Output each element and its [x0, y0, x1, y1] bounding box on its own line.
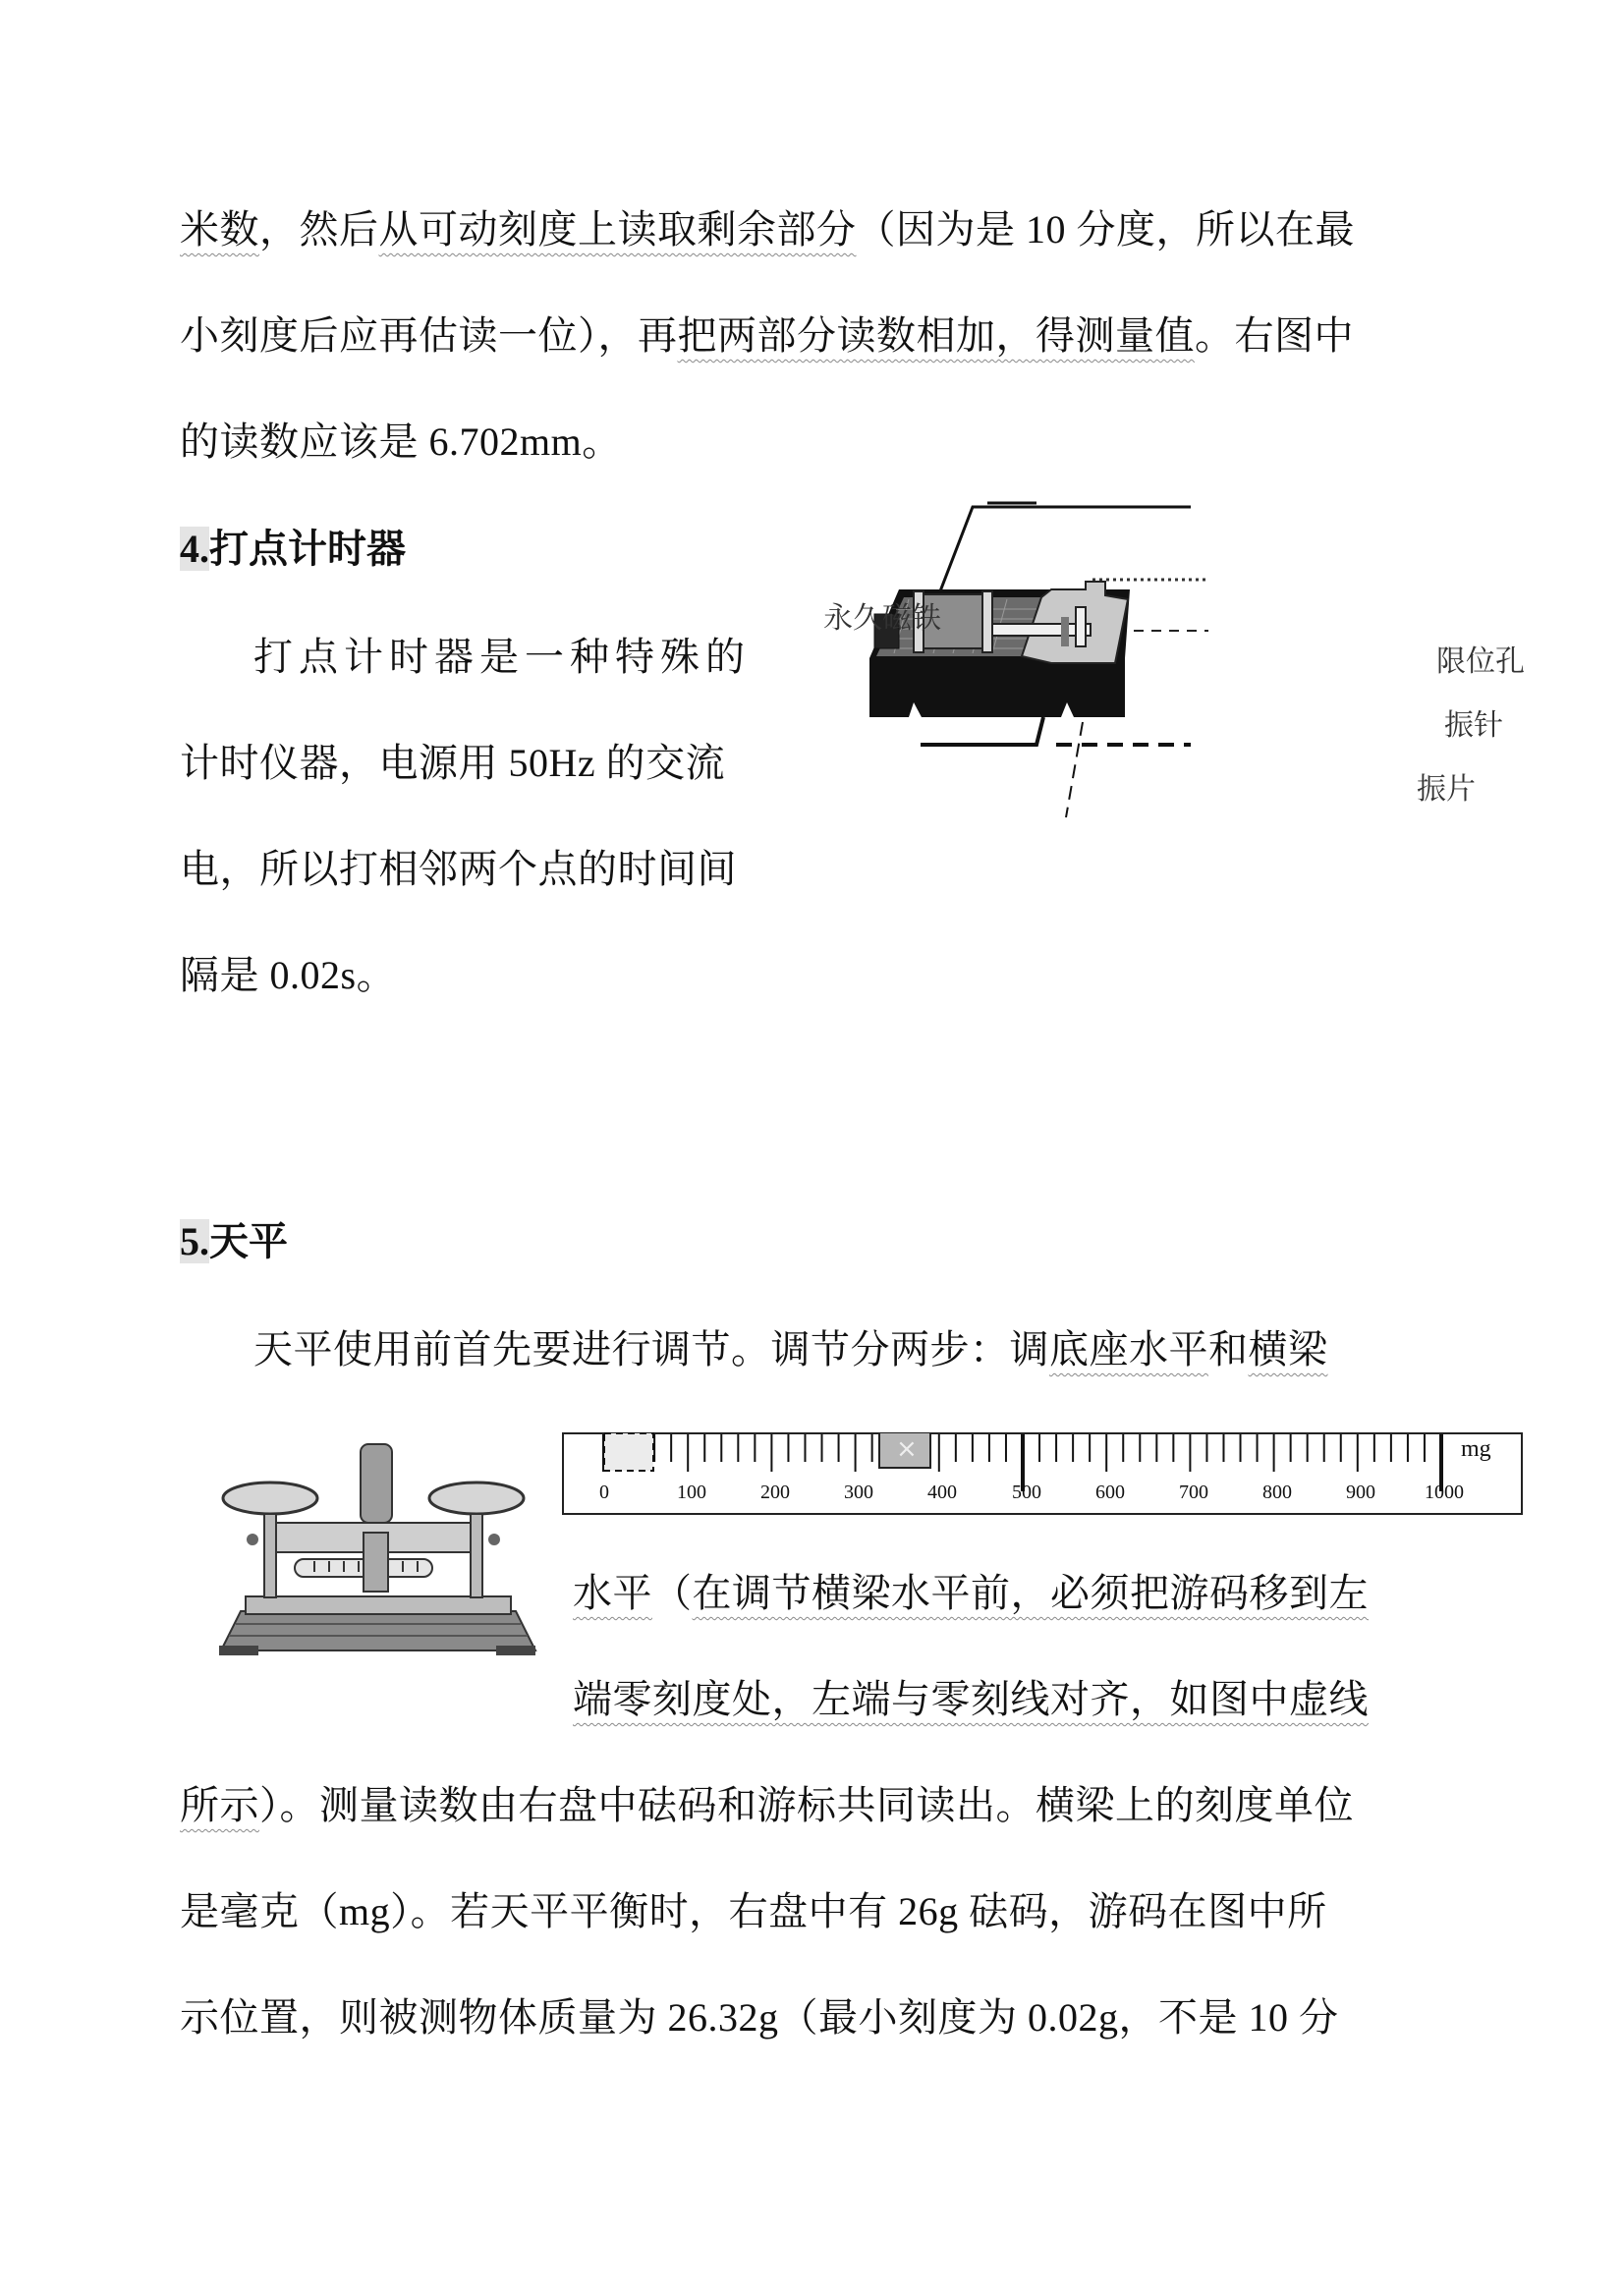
scale-unit: mg — [1461, 1436, 1491, 1462]
tick-label: 400 — [927, 1482, 957, 1503]
balance-diagram — [201, 1429, 555, 1665]
intro-line-3: 的读数应该是 6.702mm。 — [180, 419, 622, 464]
tick-label: 1000 — [1425, 1482, 1464, 1503]
body-text: ）。测量读数由右盘中砝码和游标共同读出。横梁上的刻度单位 — [259, 1783, 1354, 1827]
section-number: 4. — [180, 527, 209, 571]
balance-figure — [201, 1429, 555, 1665]
section-5-line-5: 是毫克（mg）。若天平平衡时，右盘中有 26g 砝码，游码在图中所 — [180, 1889, 1327, 1933]
section-title: 天平 — [209, 1219, 288, 1263]
section-number: 5. — [180, 1219, 209, 1263]
body-text: 底座水平 — [1049, 1327, 1208, 1371]
intro-text: 米数 — [180, 207, 259, 252]
section-4-line-4: 隔是 0.02s。 — [180, 953, 397, 997]
tick-label: 500 — [1012, 1482, 1041, 1503]
intro-line-2 — [180, 312, 1354, 360]
intro-text: 从可动刻度上读取剩余部分 — [378, 207, 857, 252]
body-text: 横梁 — [1248, 1327, 1328, 1371]
body-text: 端零刻度处，左端与零刻线对齐，如图中虚线 — [573, 1677, 1369, 1721]
label-limit-hole: 限位孔 — [1436, 644, 1525, 679]
rider-scale — [562, 1432, 1523, 1516]
section-5-line-1 — [253, 1326, 1328, 1373]
section-5-line-2 — [573, 1570, 1369, 1617]
tick-label: 200 — [760, 1482, 790, 1503]
body-text: （ — [652, 1571, 693, 1615]
label-vibrating-needle: 振针 — [1444, 708, 1503, 743]
label-permanent-magnet: 永久磁铁 — [823, 601, 941, 636]
section-4-line-2: 计时仪器，电源用 50Hz 的交流 — [180, 741, 726, 785]
intro-line-1 — [180, 206, 1355, 253]
tick-label: 100 — [677, 1482, 706, 1503]
intro-text: 小刻度后应再估读一位），再 — [180, 313, 678, 358]
intro-text: 把两部分读数相加，得测量值 — [677, 313, 1195, 358]
body-text: 水平 — [573, 1571, 652, 1615]
tick-label: 700 — [1179, 1482, 1208, 1503]
tick-label: 800 — [1262, 1482, 1292, 1503]
body-text: 在调节横梁水平前，必须把游码移到左 — [692, 1571, 1369, 1615]
section-5-line-4 — [180, 1782, 1354, 1829]
tick-label: 0 — [599, 1482, 609, 1503]
rider-x-mark: × — [896, 1434, 918, 1464]
intro-text: ，然后 — [259, 207, 379, 252]
body-text: 和 — [1208, 1327, 1249, 1371]
tick-label: 600 — [1095, 1482, 1125, 1503]
section-4-line-1: 打点计时器是一种特殊的 — [253, 635, 751, 679]
section-4-line-3: 电，所以打相邻两个点的时间间 — [180, 847, 737, 891]
body-text: 所示 — [180, 1783, 259, 1827]
scale-tick-labels — [562, 1482, 1523, 1511]
tick-label: 300 — [844, 1482, 873, 1503]
intro-text: 。右图中 — [1195, 313, 1354, 358]
section-5-line-3 — [573, 1676, 1369, 1723]
body-text: 天平使用前首先要进行调节。调节分两步：调 — [253, 1327, 1049, 1371]
section-4-heading — [180, 526, 406, 573]
label-vibrating-plate: 振片 — [1417, 772, 1476, 807]
section-5-line-6: 示位置，则被测物体质量为 26.32g（最小刻度为 0.02g，不是 10 分 — [180, 1995, 1339, 2040]
intro-text: （因为是 10 分度，所以在最 — [856, 207, 1355, 252]
section-title: 打点计时器 — [209, 527, 406, 571]
section-5-heading — [180, 1218, 288, 1265]
tick-label: 900 — [1346, 1482, 1375, 1503]
